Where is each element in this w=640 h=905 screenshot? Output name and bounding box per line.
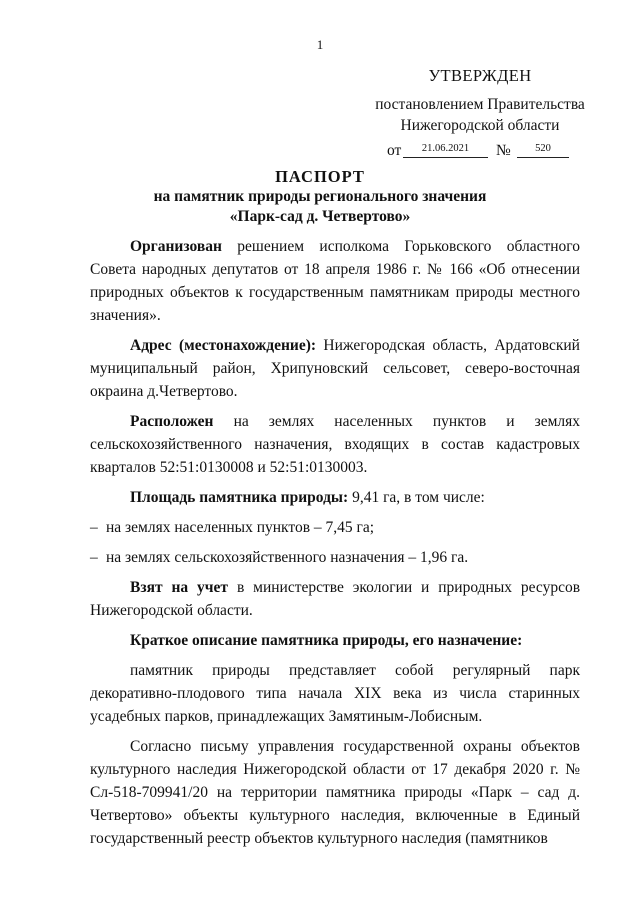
- organized-paragraph: [90, 235, 580, 327]
- area-text: 9,41 га, в том числе:: [352, 489, 485, 506]
- description-paragraph: [90, 659, 580, 728]
- address-label: Адрес (местонахождение):: [130, 337, 317, 354]
- ot-label: от: [387, 142, 402, 159]
- approval-date: 21.06.2021: [403, 144, 488, 158]
- area-paragraph: [90, 486, 580, 509]
- passport-header: [0, 167, 640, 227]
- registered-label: Взят на учет: [130, 579, 229, 596]
- area-item-settlements: на землях населенных пунктов – 7,45 га;: [106, 519, 375, 536]
- located-label: Расположен: [130, 413, 214, 430]
- approval-line-1: постановлением Правительства: [375, 96, 585, 113]
- list-item: – на землях сельскохозяйственного назначения – 1,96 га.: [90, 549, 469, 566]
- organized-label: Организован: [130, 238, 222, 255]
- heritage-paragraph: Согласно письму управления государственной охраны объектов культурного наследия Нижегородской области от 17 декабря 2020 г. № Сл-518-709941/20 на территории памятника природы «Парк – сад д. Четвертово» объекты культурного наследия, включенные в Единый государственный реестр объектов культурного наследия (памятников: [90, 738, 580, 847]
- address-text: Нижегородская область, Ардатовский муниципальный район, Хрипуновский сельсовет, северо-восточная окраина д.Четвертово.: [90, 337, 580, 400]
- approval-line-2: Нижегородской области: [400, 117, 560, 134]
- registered-paragraph: [90, 576, 580, 622]
- approval-date-line: [365, 136, 595, 160]
- located-text: на землях населенных пунктов и землях сельскохозяйственного назначения, входящих в состав кадастровых кварталов 52:51:0130008 и 52:51:0130003.: [90, 413, 581, 476]
- approved-title: УТВЕРЖДЕН: [428, 66, 532, 85]
- approval-stamp: [365, 65, 595, 160]
- description-first-line: памятник природы представляет собой регулярный парк: [130, 662, 580, 679]
- approval-number: 520: [517, 144, 569, 158]
- document-body: [90, 235, 580, 857]
- monument-name: «Парк-сад д. Четвертово»: [229, 208, 411, 225]
- description-text: декоративно-плодового типа начала XIX века из числа старинных усадебных парков, принадлежащих Замятиным-Лобисным.: [90, 685, 580, 725]
- document-title: ПАСПОРТ: [275, 167, 365, 186]
- area-item-agricultural: на землях сельскохозяйственного назначения – 1,96 га.: [106, 549, 469, 566]
- located-paragraph: [90, 410, 580, 479]
- address-paragraph: [90, 334, 580, 403]
- page-number: 1: [316, 37, 324, 52]
- description-heading: Краткое описание памятника природы, его назначение:: [130, 632, 523, 649]
- list-item: – на землях населенных пунктов – 7,45 га;: [90, 519, 375, 536]
- document-subtitle: на памятник природы регионального значения: [153, 188, 487, 205]
- area-label: Площадь памятника природы:: [130, 489, 349, 506]
- organized-text: решением исполкома Горьковского областного Совета народных депутатов от 18 апреля 1986 г. № 166 «Об отнесении природных объектов к государственным памятникам природы местного значения».: [90, 238, 581, 324]
- registered-text: в министерстве экологии и природных ресурсов Нижегородской области.: [90, 579, 581, 619]
- number-sign: №: [496, 142, 511, 159]
